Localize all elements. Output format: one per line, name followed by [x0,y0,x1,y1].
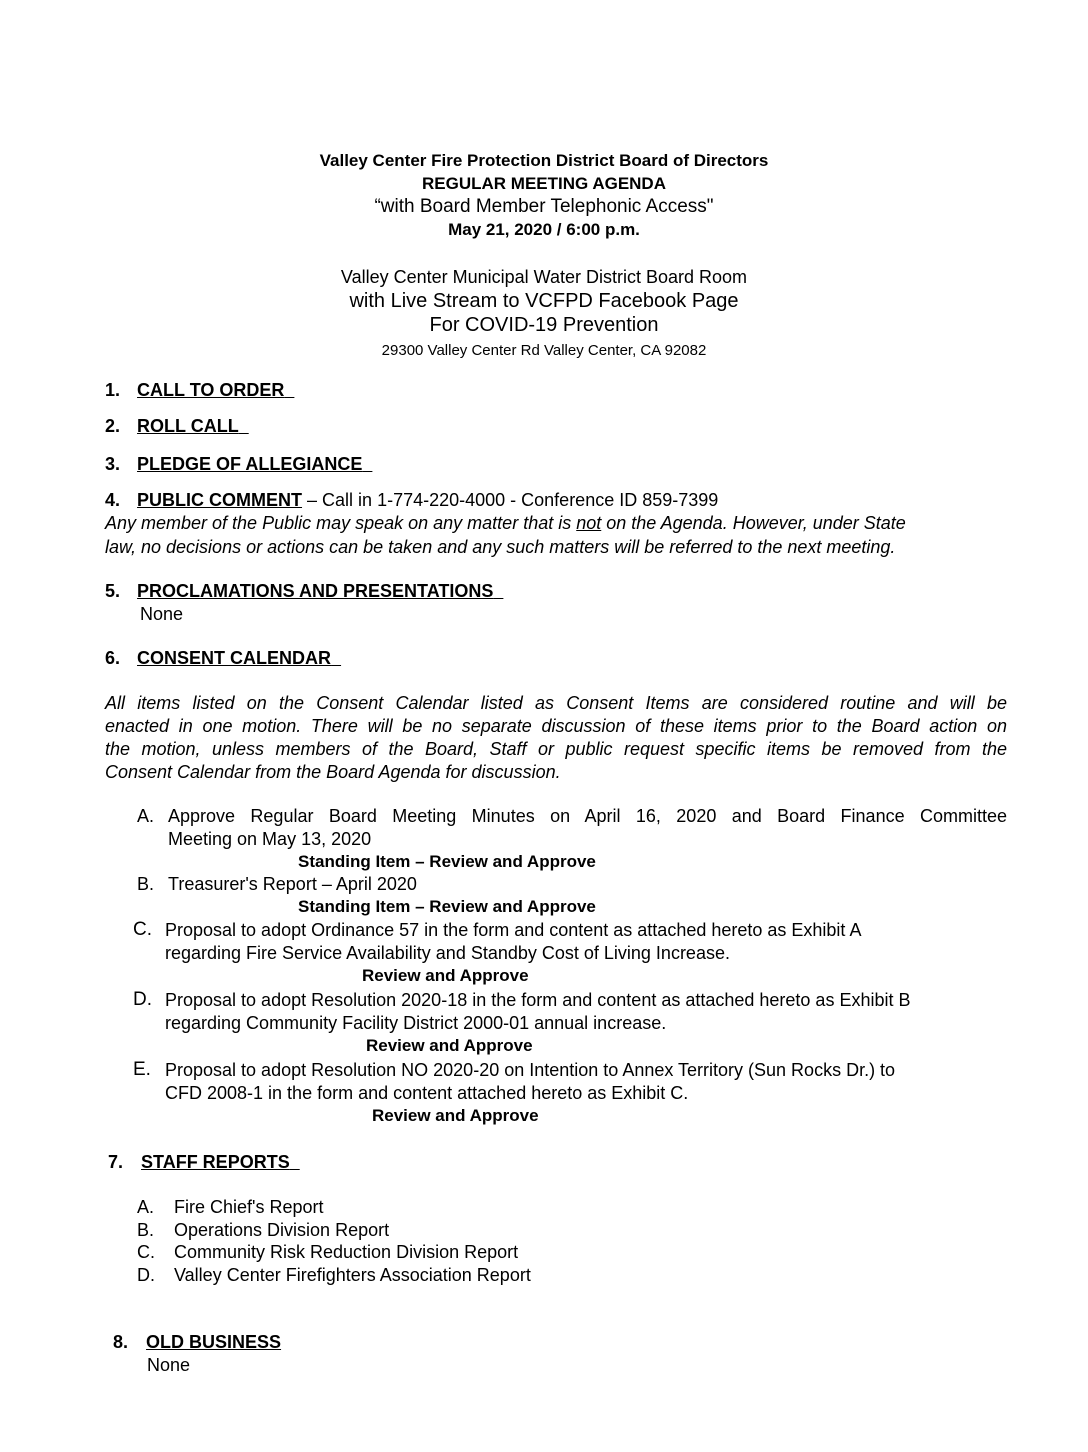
section-8-body: None [147,1355,191,1375]
section-number: 1. [105,380,121,400]
section-number: 3. [105,454,121,474]
consent-item-c-line2: regarding Fire Service Availability and Standby Cost of Living Increase. [165,943,730,963]
consent-intro-line2: enacted in one motion. There will be no separate discussion of these items prior to the Board action on [105,716,1007,736]
section-title: OLD BUSINESS [146,1332,282,1352]
section-3 [105,454,372,475]
public-comment-note-line2: law, no decisions or actions can be taken and any such matters will be referred to the next meeting. [105,537,896,557]
section-number: 2. [105,416,121,436]
consent-item-c-action: Review and Approve [362,966,529,985]
district-title: Valley Center Fire Protection District Board of Directors [319,151,769,170]
section-title: PUBLIC COMMENT [137,490,303,510]
covid-note: For COVID-19 Prevention [429,314,659,336]
staff-report-item: Operations Division Report [174,1220,390,1240]
consent-item-c-line1: Proposal to adopt Ordinance 57 in the form and content as attached hereto as Exhibit A [165,920,862,940]
consent-item-e-action: Review and Approve [372,1106,539,1125]
section-number: 8. [113,1332,129,1352]
staff-report-item: Community Risk Reduction Division Report [174,1242,519,1262]
consent-item-letter: D. [133,989,152,1010]
staff-report-item: Fire Chief's Report [174,1197,324,1217]
section-title: ROLL CALL [137,416,239,436]
consent-item-a-line1: Approve Regular Board Meeting Minutes on April 16, 2020 and Board Finance Committee [168,806,1007,826]
section-title: CONSENT CALENDAR [137,648,332,668]
section-title: CALL TO ORDER [137,380,285,400]
consent-item-letter: C. [133,919,152,940]
public-comment-note-line1: Any member of the Public may speak on any matter that is not on the Agenda. However, under State [105,513,906,533]
section-number: 5. [105,581,121,601]
consent-item-b-line1: Treasurer's Report – April 2020 [168,874,417,894]
consent-item-letter: B. [137,874,155,894]
consent-item-a-line2: Meeting on May 13, 2020 [168,829,372,849]
consent-item-letter: A. [137,806,155,826]
public-comment-call-in: – Call in 1-774-220-4000 - Conference ID 859-7399 [302,490,719,510]
section-number: 6. [105,648,121,668]
section-1 [105,380,294,401]
section-5 [105,581,503,602]
consent-intro-line1: All items listed on the Consent Calendar listed as Consent Items are considered routine and will be [105,693,1007,713]
consent-item-e-line1: Proposal to adopt Resolution NO 2020-20 on Intention to Annex Territory (Sun Rocks Dr.) to [165,1060,896,1080]
section-number: 7. [108,1152,124,1172]
section-title: PROCLAMATIONS AND PRESENTATIONS [137,581,494,601]
section-2 [105,416,249,437]
section-5-body: None [140,604,184,624]
meeting-address: 29300 Valley Center Rd Valley Center, CA 92082 [381,342,707,359]
section-title: PLEDGE OF ALLEGIANCE [137,454,363,474]
consent-item-d-line2: regarding Community Facility District 2000-01 annual increase. [165,1013,667,1033]
staff-report-letter: B. [137,1220,155,1240]
consent-item-e-line2: CFD 2008-1 in the form and content attached hereto as Exhibit C. [165,1083,689,1103]
consent-item-d-line1: Proposal to adopt Resolution 2020-18 in the form and content as attached hereto as Exhibit B [165,990,911,1010]
meeting-location: Valley Center Municipal Water District Board Room [340,267,748,287]
section-title: STAFF REPORTS [141,1152,290,1172]
section-6 [105,648,341,669]
consent-intro-line3: the motion, unless members of the Board, Staff or public request specific items be removed from the [105,739,1007,759]
access-note: “with Board Member Telephonic Access" [374,196,714,217]
consent-item-letter: E. [133,1059,151,1080]
consent-item-a-action: Standing Item – Review and Approve [298,852,596,871]
staff-report-letter: D. [137,1265,155,1285]
meeting-type: REGULAR MEETING AGENDA [422,174,666,193]
section-4 [105,490,718,511]
consent-item-d-action: Review and Approve [366,1036,533,1055]
section-8 [113,1332,281,1353]
live-stream-note: with Live Stream to VCFPD Facebook Page [349,290,739,312]
consent-item-b-action: Standing Item – Review and Approve [298,897,596,916]
staff-report-item: Valley Center Firefighters Association Report [174,1265,531,1285]
meeting-datetime: May 21, 2020 / 6:00 p.m. [448,220,640,239]
staff-report-letter: A. [137,1197,155,1217]
staff-report-letter: C. [137,1242,155,1262]
section-7 [108,1152,300,1173]
section-number: 4. [105,490,121,510]
consent-intro-line4: Consent Calendar from the Board Agenda for discussion. [105,762,561,782]
